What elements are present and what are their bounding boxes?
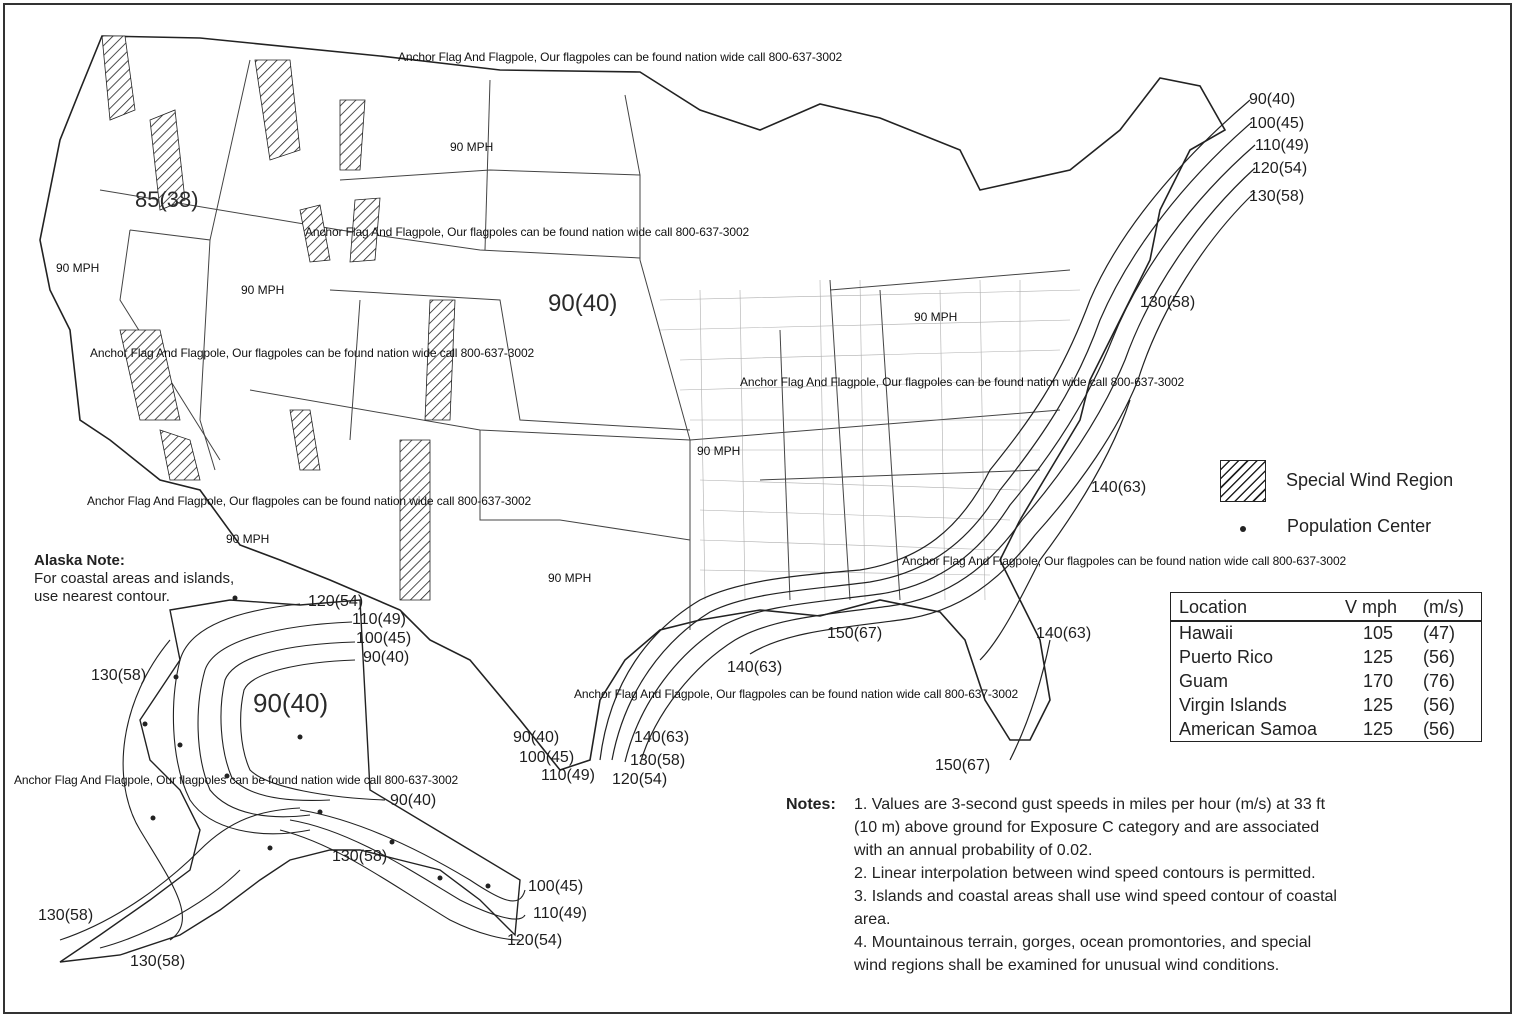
note-line: wind regions shall be examined for unusual wind conditions. (854, 957, 1280, 974)
cell-location: American Samoa (1179, 719, 1318, 739)
contour-label: 130(58) (1140, 294, 1196, 311)
note-line: with an annual probability of 0.02. (854, 842, 1093, 859)
mph-label: 90 MPH (697, 444, 741, 458)
cell-location: Hawaii (1179, 623, 1234, 643)
contour-label: 130(58) (1249, 188, 1305, 205)
population-centers (143, 593, 491, 889)
cell-v-mph: 125 (1362, 647, 1393, 667)
us-outline (40, 36, 1225, 770)
note-line: 4. Mountainous terrain, gorges, ocean promontories, and special (854, 934, 1312, 951)
watermark: Anchor Flag And Flagpole, Our flagpoles can be found nation wide call 800-637-3002 (14, 773, 459, 787)
table-row (1171, 623, 1481, 647)
header-v-mph: V mph (1345, 597, 1398, 617)
alaska-contour-label: 130(58) (38, 907, 94, 924)
contour-label: 120(54) (1252, 160, 1308, 177)
cell-v-mph: 125 (1362, 695, 1393, 715)
contour-label: 100(45) (519, 749, 575, 766)
alaska-contour-label: 100(45) (528, 878, 584, 895)
note-line: 2. Linear interpolation between wind speed contours is permitted. (854, 865, 1316, 882)
contour-label: 90(40) (513, 729, 560, 746)
table-row (1171, 671, 1481, 695)
watermark: Anchor Flag And Flagpole, Our flagpoles can be found nation wide call 800-637-3002 (90, 346, 535, 360)
contour-label: 140(63) (634, 729, 690, 746)
contour-label: 90(40) (1249, 91, 1296, 108)
cell-ms: (56) (1423, 719, 1456, 739)
table-divider (1171, 620, 1481, 622)
contour-label: 110(49) (541, 767, 595, 784)
watermark: Anchor Flag And Flagpole, Our flagpoles can be found nation wide call 800-637-3002 (398, 50, 843, 64)
mph-label: 90 MPH (450, 140, 494, 154)
alaska-contour-label: 90(40) (390, 792, 437, 809)
cell-ms: (56) (1423, 695, 1456, 715)
alaska-contour-label: 130(58) (332, 848, 388, 865)
note-line: (10 m) above ground for Exposure C category and are associated (854, 819, 1320, 836)
table-row (1171, 695, 1481, 719)
legend-population-center: Population Center (1287, 516, 1432, 536)
alaska-contour-label: 100(45) (356, 630, 412, 647)
watermark: Anchor Flag And Flagpole, Our flagpoles can be found nation wide call 800-637-3002 (902, 554, 1347, 568)
contour-label: 150(67) (827, 625, 883, 642)
table-header (1171, 597, 1481, 621)
cell-v-mph: 125 (1362, 719, 1393, 739)
watermark: Anchor Flag And Flagpole, Our flagpoles can be found nation wide call 800-637-3002 (305, 225, 750, 239)
watermark: Anchor Flag And Flagpole, Our flagpoles can be found nation wide call 800-637-3002 (87, 494, 532, 508)
alaska-contour-label: 130(58) (91, 667, 147, 684)
contour-label: 140(63) (727, 659, 783, 676)
contour-label: 110(49) (1255, 137, 1309, 154)
note-line: area. (854, 911, 891, 928)
notes-heading: Notes: (786, 796, 836, 813)
population-center-dot (1240, 526, 1246, 532)
region-label-central: 90(40) (548, 290, 618, 317)
alaska-contour-label: 120(54) (507, 932, 563, 949)
county-texture (660, 280, 1080, 600)
cell-ms: (76) (1423, 671, 1456, 691)
cell-v-mph: 170 (1362, 671, 1393, 691)
contour-label: 130(58) (630, 752, 686, 769)
region-label-west: 85(38) (135, 187, 199, 212)
contour-label: 100(45) (1249, 115, 1305, 132)
note-line: 1. Values are 3-second gust speeds in miles per hour (m/s) at 33 ft (854, 796, 1326, 813)
alaska-note (34, 552, 234, 606)
special-wind-regions (102, 36, 455, 600)
contour-label: 150(67) (935, 757, 991, 774)
cell-ms: (47) (1423, 623, 1456, 643)
mph-label: 90 MPH (226, 532, 270, 546)
wind-contours-east (600, 100, 1255, 764)
legend-special-wind-region: Special Wind Region (1286, 470, 1454, 490)
mph-label: 90 MPH (914, 310, 958, 324)
contour-label: 140(63) (1091, 479, 1147, 496)
note-line: 3. Islands and coastal areas shall use wind speed contour of coastal (854, 888, 1337, 905)
alaska-note-title: Alaska Note: (34, 552, 125, 569)
cell-location: Guam (1179, 671, 1229, 691)
alaska-contour-label: 110(49) (352, 611, 406, 628)
mph-label: 90 MPH (56, 261, 100, 275)
cell-location: Virgin Islands (1179, 695, 1287, 715)
header-ms: (m/s) (1423, 597, 1464, 617)
location-table (1170, 592, 1482, 742)
alaska-note-line: For coastal areas and islands, (34, 570, 235, 587)
alaska-contour-label: 110(49) (533, 905, 587, 922)
table-row (1171, 719, 1481, 743)
special-wind-region-swatch (1220, 460, 1266, 502)
alaska-contour-label: 120(54) (308, 593, 364, 610)
mph-label: 90 MPH (241, 283, 285, 297)
alaska-note-line: use nearest contour. (34, 588, 170, 605)
contour-label: 140(63) (1036, 625, 1092, 642)
cell-v-mph: 105 (1362, 623, 1393, 643)
alaska-region-label: 90(40) (253, 688, 329, 718)
watermark: Anchor Flag And Flagpole, Our flagpoles can be found nation wide call 800-637-3002 (574, 687, 1019, 701)
cell-location: Puerto Rico (1179, 647, 1274, 667)
cell-ms: (56) (1423, 647, 1456, 667)
alaska-contour-label: 90(40) (363, 649, 410, 666)
alaska-contour-label: 130(58) (130, 953, 186, 970)
watermark: Anchor Flag And Flagpole, Our flagpoles can be found nation wide call 800-637-3002 (740, 375, 1185, 389)
table-row (1171, 647, 1481, 671)
mph-label: 90 MPH (548, 571, 592, 585)
header-location: Location (1179, 597, 1248, 617)
contour-label: 120(54) (612, 771, 668, 788)
